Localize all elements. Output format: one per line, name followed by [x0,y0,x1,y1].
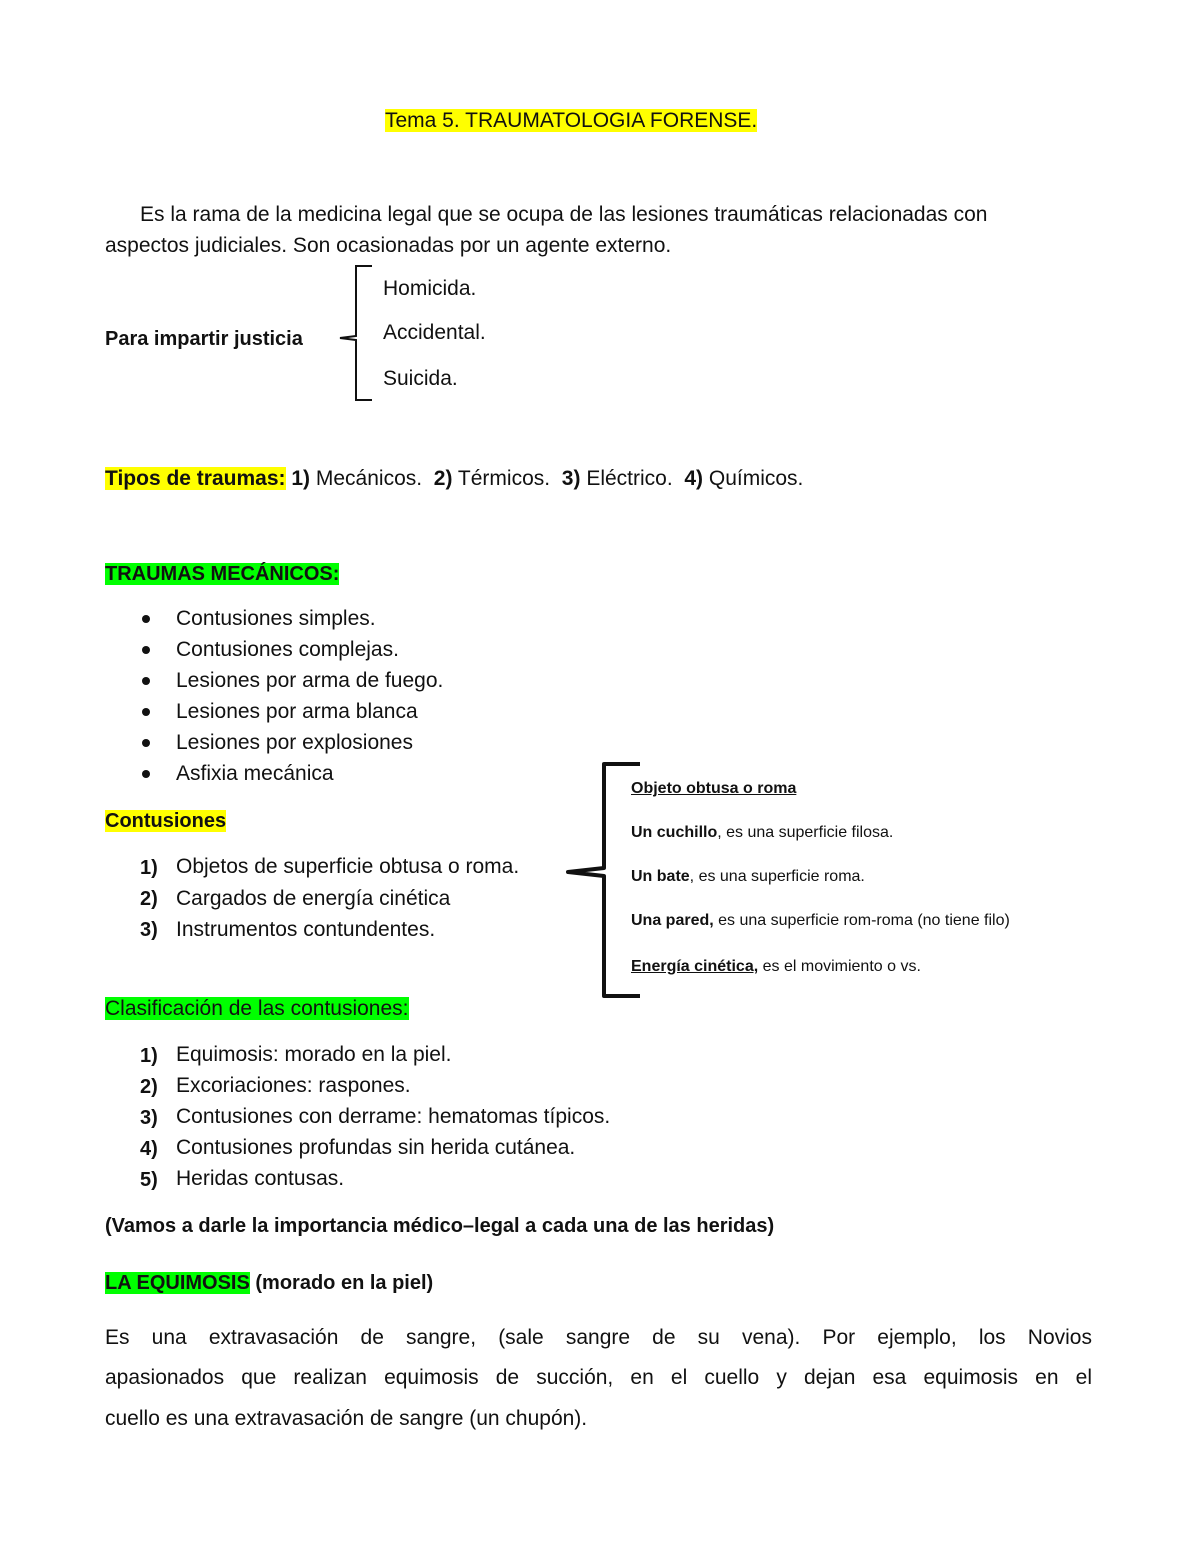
side-note-bate: Un bate, es una superficie roma. [631,868,865,885]
side-note-cuchillo: Un cuchillo, es una superficie filosa. [631,824,894,841]
list-item: Contusiones profundas sin herida cutánea. [176,1136,576,1159]
list-item: Contusiones con derrame: hematomas típicos. [176,1105,611,1128]
list-number: 1) [140,1045,158,1067]
list-item: Objetos de superficie obtusa o roma. [176,855,520,878]
equimosis-line-1: Es una extravasación de sangre, (sale sangre de su vena). Por ejemplo, los Novios [105,1326,1092,1349]
page-title: Tema 5. TRAUMATOLOGIA FORENSE. [385,109,758,132]
equimosis-line-3: cuello es una extravasación de sangre (un chupón). [105,1407,588,1430]
importancia-note: (Vamos a darle la importancia médico–legal a cada una de las heridas) [105,1215,775,1237]
side-notes-brace [568,764,640,996]
list-number: 3) [140,1107,158,1129]
list-item: Heridas contusas. [176,1167,345,1190]
side-notes-title: Objeto obtusa o roma [631,780,797,797]
list-item: Lesiones por arma blanca [176,700,418,723]
list-item: Instrumentos contundentes. [176,918,436,941]
justicia-item-homicida: Homicida. [383,277,477,300]
list-item: Excoriaciones: raspones. [176,1074,411,1097]
clasificacion-heading: Clasificación de las contusiones: [105,997,409,1020]
justicia-label: Para impartir justicia [105,328,303,350]
justicia-item-accidental: Accidental. [383,321,486,344]
side-note-energia: Energía cinética, es el movimiento o vs. [631,958,921,975]
list-item: Asfixia mecánica [176,762,334,785]
traumas-mecanicos-heading: TRAUMAS MECÁNICOS: [105,563,340,585]
justicia-item-suicida: Suicida. [383,367,458,390]
intro-line-1: Es la rama de la medicina legal que se ocupa de las lesiones traumáticas relacionadas con [140,203,988,226]
tipos-traumas-label: Tipos de traumas: [105,467,286,490]
list-item: Lesiones por arma de fuego. [176,669,444,692]
side-note-pared: Una pared, es una superficie rom-roma (no tiene filo) [631,912,1010,929]
list-item: Equimosis: morado en la piel. [176,1043,452,1066]
list-number: 2) [140,888,158,910]
list-number: 5) [140,1169,158,1191]
list-item: Lesiones por explosiones [176,731,413,754]
list-item: Contusiones complejas. [176,638,399,661]
tipos-traumas-line: Tipos de traumas: 1) Mecánicos. 2) Térmicos. 3) Eléctrico. 4) Químicos. [105,467,804,490]
list-number: 3) [140,919,158,941]
equimosis-heading: LA EQUIMOSIS (morado en la piel) [105,1272,434,1294]
list-number: 4) [140,1138,158,1160]
justicia-brace [340,266,372,400]
intro-line-2: aspectos judiciales. Son ocasionadas por un agente externo. [105,234,672,257]
list-item: Contusiones simples. [176,607,376,630]
list-number: 1) [140,857,158,879]
list-item: Cargados de energía cinética [176,887,451,910]
contusiones-heading: Contusiones [105,810,227,832]
equimosis-line-2: apasionados que realizan equimosis de succión, en el cuello y dejan esa equimosis en el [105,1366,1092,1389]
list-number: 2) [140,1076,158,1098]
